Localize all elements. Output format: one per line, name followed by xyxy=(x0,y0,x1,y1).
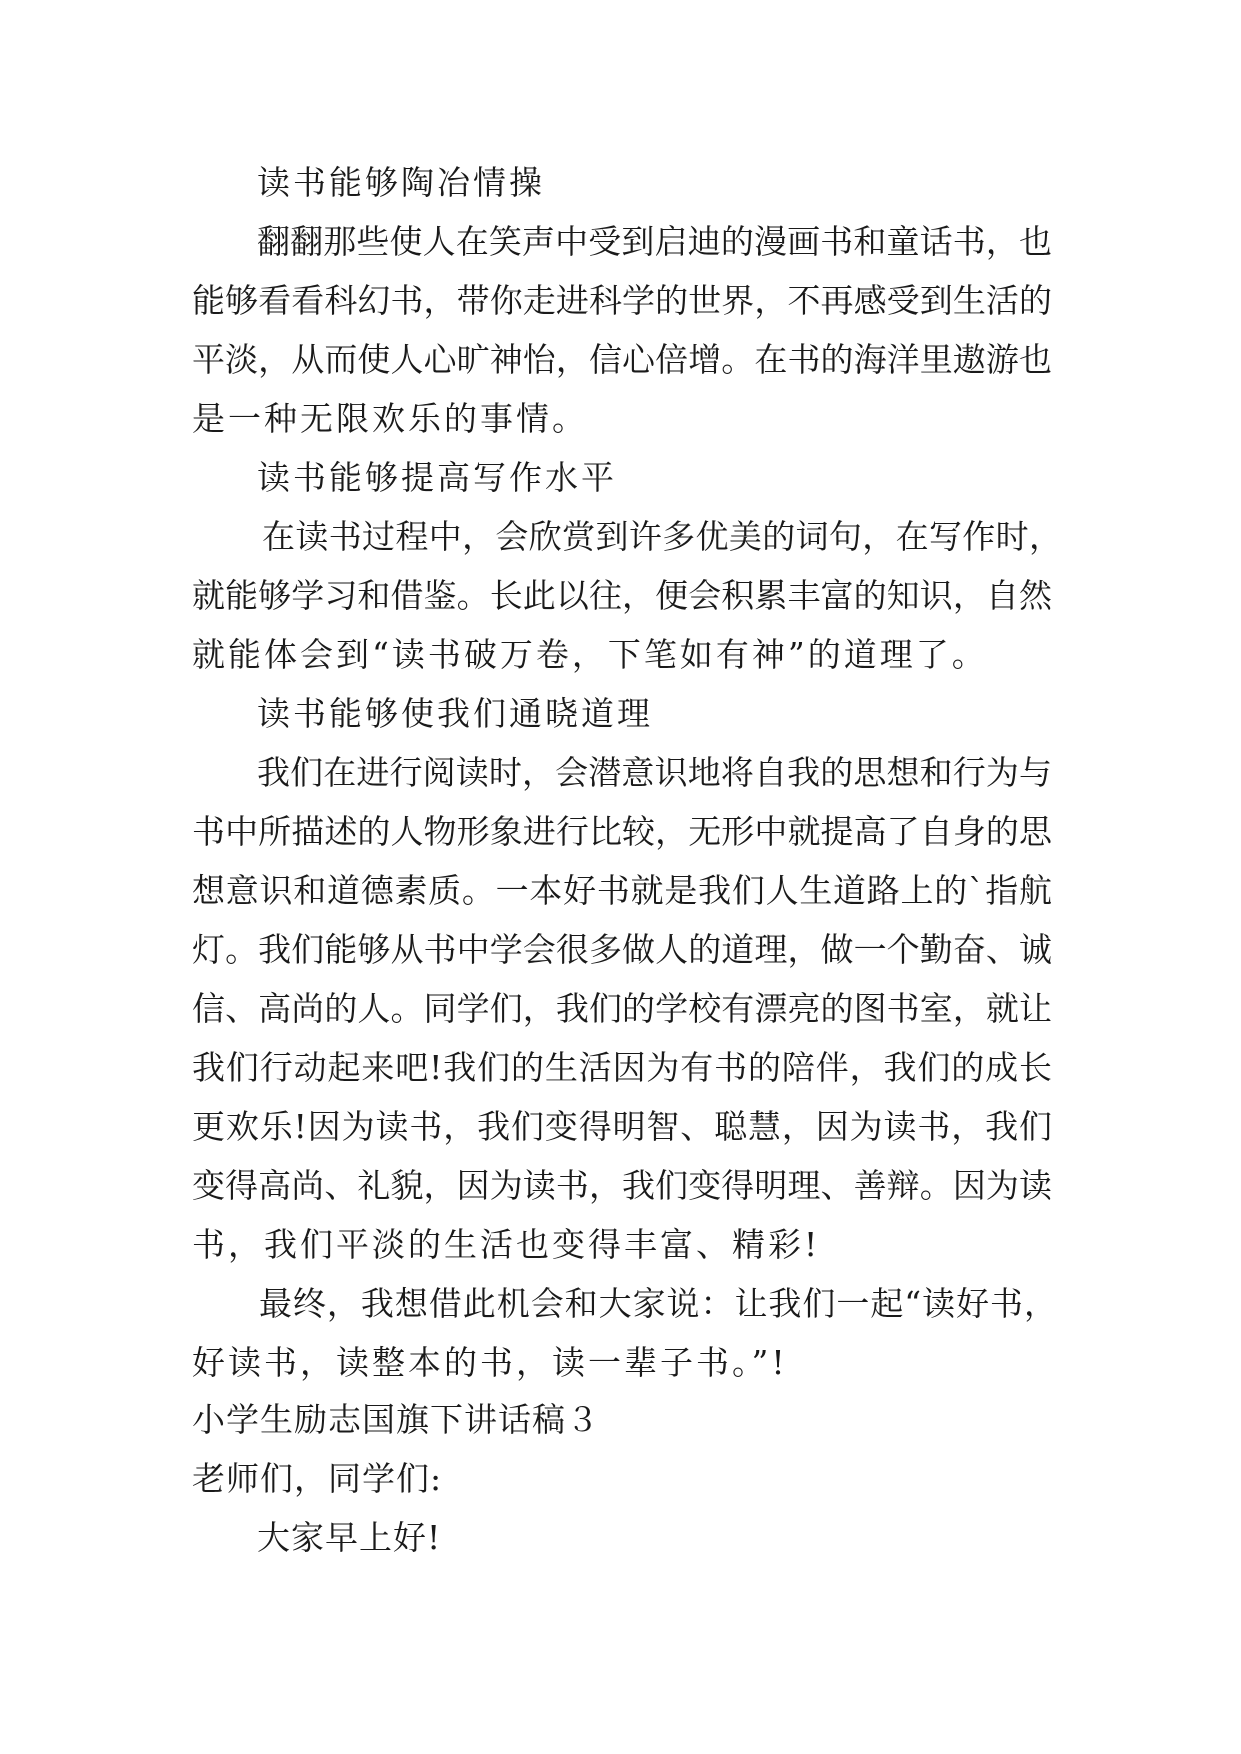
paragraph-line: 想意识和道德素质。一本好书就是我们人生道路上的`指航 xyxy=(192,871,1052,910)
paragraph-line: 灯。我们能够从书中学会很多做人的道理，做一个勤奋、诚 xyxy=(192,930,1052,969)
section-heading-cultivate: 读书能够陶冶情操 xyxy=(257,163,545,202)
paragraph-line: 书，我们平淡的生活也变得丰富、精彩! xyxy=(192,1225,821,1264)
paragraph-line: 在读书过程中，会欣赏到许多优美的词句，在写作时， xyxy=(262,517,1062,556)
section-heading-reason: 读书能够使我们通晓道理 xyxy=(257,694,653,733)
paragraph-line: 就能够学习和借鉴。长此以往，便会积累丰富的知识，自然 xyxy=(192,576,1052,615)
paragraph-line: 好读书，读整本的书，读一辈子书。”! xyxy=(192,1343,788,1382)
section-heading-writing: 读书能够提高写作水平 xyxy=(257,458,617,497)
paragraph-line: 能够看看科幻书，带你走进科学的世界，不再感受到生活的 xyxy=(192,281,1052,320)
paragraph-line: 信、高尚的人。同学们，我们的学校有漂亮的图书室，就让 xyxy=(192,989,1052,1028)
paragraph-line: 就能体会到“读书破万卷，下笔如有神”的道理了。 xyxy=(192,635,988,674)
paragraph-line: 翻翻那些使人在笑声中受到启迪的漫画书和童话书，也 xyxy=(257,222,1052,261)
greeting: 大家早上好! xyxy=(257,1518,442,1557)
paragraph-line: 我们在进行阅读时，会潜意识地将自我的思想和行为与 xyxy=(257,753,1052,792)
paragraph-line: 变得高尚、礼貌，因为读书，我们变得明理、善辩。因为读 xyxy=(192,1166,1052,1205)
paragraph-line: 我们行动起来吧!我们的生活因为有书的陪伴，我们的成长 xyxy=(192,1048,1052,1087)
paragraph-line: 最终，我想借此机会和大家说：让我们一起“读好书， xyxy=(259,1284,1057,1323)
document-title: 小学生励志国旗下讲话稿３ xyxy=(192,1400,600,1439)
salutation: 老师们，同学们: xyxy=(192,1459,443,1498)
paragraph-line: 更欢乐!因为读书，我们变得明智、聪慧，因为读书，我们 xyxy=(192,1107,1052,1146)
paragraph-line: 平淡，从而使人心旷神怡，信心倍增。在书的海洋里遨游也 xyxy=(192,340,1052,379)
paragraph-line: 书中所描述的人物形象进行比较，无形中就提高了自身的思 xyxy=(192,812,1052,851)
paragraph-line: 是一种无限欢乐的事情。 xyxy=(192,399,588,438)
